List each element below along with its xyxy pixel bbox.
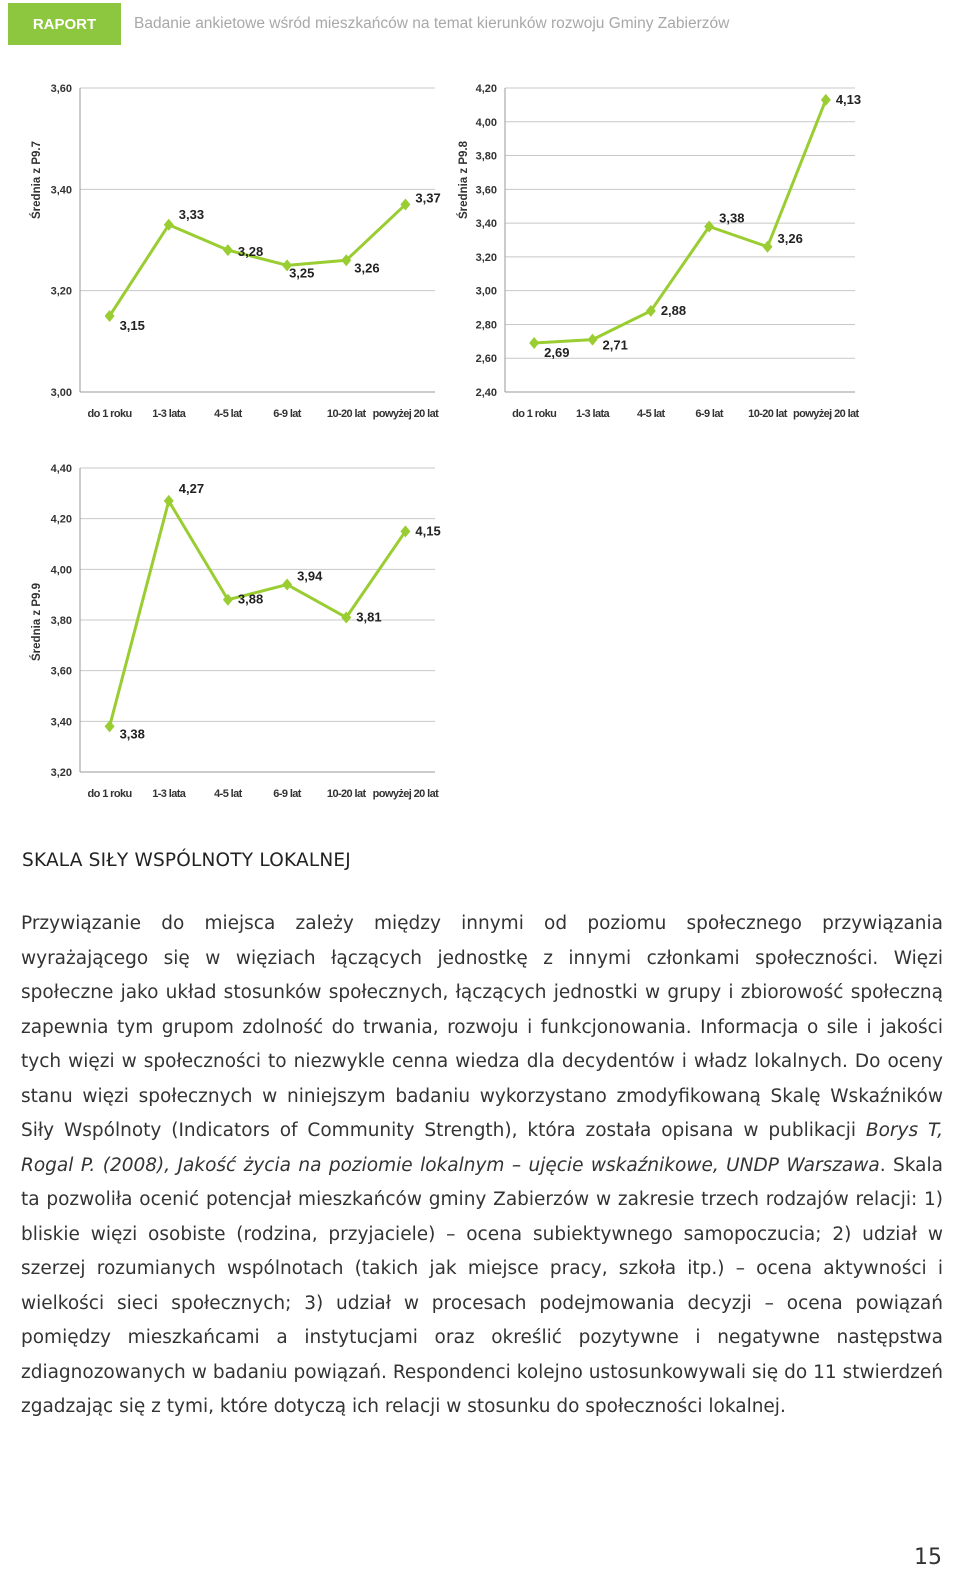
y-tick-label: 3,00 — [475, 285, 497, 298]
data-point — [105, 720, 115, 732]
x-tick-label: 6-9 lat — [273, 788, 301, 800]
page-number: 15 — [914, 1545, 942, 1570]
y-tick-label: 2,80 — [475, 319, 497, 332]
y-tick-label: 3,80 — [50, 615, 72, 627]
body-paragraph — [21, 907, 943, 1425]
x-tick-label: 4-5 lat — [637, 408, 665, 420]
x-tick-label: powyżej 20 lat — [793, 408, 859, 420]
y-tick-label: 3,80 — [475, 150, 497, 163]
y-tick-label: 3,40 — [475, 218, 497, 231]
data-label: 3,28 — [237, 244, 264, 260]
y-tick-label: 3,00 — [50, 387, 72, 399]
x-tick-label: 10-20 lat — [326, 408, 366, 420]
chart-p9-9 — [30, 452, 450, 812]
y-tick-label: 3,60 — [50, 665, 72, 678]
x-tick-label: 6-9 lat — [695, 408, 723, 420]
data-label: 3,25 — [289, 265, 315, 281]
data-label: 3,26 — [777, 230, 803, 246]
y-tick-label: 4,20 — [475, 83, 497, 95]
data-label: 3,15 — [119, 318, 145, 333]
x-tick-label: 6-9 lat — [273, 408, 301, 420]
y-tick-label: 3,20 — [50, 285, 72, 298]
data-point — [223, 244, 233, 256]
data-point — [821, 94, 831, 106]
section-heading: SKALA SIŁY WSPÓLNOTY LOKALNEJ — [22, 850, 351, 871]
report-tag: RAPORT — [8, 3, 121, 45]
data-point — [588, 334, 598, 346]
x-tick-label: 10-20 lat — [326, 788, 366, 800]
x-tick-label: powyżej 20 lat — [372, 408, 439, 420]
x-tick-label: do 1 roku — [512, 408, 557, 420]
chart-p9-7 — [30, 70, 450, 430]
data-label: 4,27 — [178, 480, 205, 496]
y-tick-label: 3,40 — [50, 184, 72, 197]
data-label: 4,13 — [835, 91, 862, 107]
chart-p9-8 — [455, 70, 875, 430]
y-tick-label: 4,20 — [50, 513, 72, 526]
y-tick-label: 3,40 — [50, 716, 72, 729]
data-label: 3,38 — [719, 210, 745, 226]
data-label: 4,15 — [415, 523, 441, 539]
y-axis-label: Średnia z P9.8 — [458, 141, 470, 219]
x-tick-label: 10-20 lat — [748, 408, 787, 420]
data-label: 2,69 — [544, 345, 570, 361]
y-tick-label: 3,60 — [50, 83, 72, 95]
y-tick-label: 4,40 — [50, 463, 72, 475]
x-tick-label: powyżej 20 lat — [372, 788, 439, 800]
x-tick-label: 4-5 lat — [214, 788, 242, 800]
y-axis-label: Średnia z P9.9 — [31, 583, 43, 661]
paragraph-text-part1: Przywiązanie do miejsca zależy między innymi od poziomu społecznego przywiązania wyrażającego się w więziach łączących jednostkę z innymi członkami społeczności. Więzi społeczne jako układ stosunków społecznych, łączących jednostki w grupy i zbiorowość społeczną zapewnia tym grupom zdolność do trwania, rozwoju i funkcjonowania. Informacja o sile i jakości tych więzi w społeczności to niezwykle cenna wiedza dla decydentów i władz lokalnych. Do oceny stanu więzi społecznych w niniejszym badaniu wykorzystano zmodyfikowaną Skalę Wskaźników Siły Wspólnoty (Indicators of Community Strength), która została opisana w publikacji — [21, 913, 943, 1141]
header-title: Badanie ankietowe wśród mieszkańców na temat kierunków rozwoju Gminy Zabierzów — [134, 15, 730, 32]
data-label: 2,71 — [602, 337, 628, 353]
data-label: 3,94 — [297, 568, 323, 584]
data-point — [282, 579, 292, 591]
x-tick-label: 1-3 lata — [152, 788, 186, 800]
page-header — [8, 3, 960, 45]
data-label: 3,88 — [237, 591, 264, 607]
y-tick-label: 4,00 — [475, 116, 497, 129]
x-tick-label: 1-3 lata — [152, 408, 186, 420]
x-tick-label: do 1 roku — [87, 788, 132, 800]
x-tick-label: 4-5 lat — [214, 408, 242, 420]
y-tick-label: 3,20 — [475, 251, 497, 264]
y-tick-label: 4,00 — [50, 564, 72, 577]
data-label: 3,26 — [354, 260, 380, 276]
y-axis-label: Średnia z P9.7 — [31, 141, 43, 219]
data-label: 2,88 — [660, 302, 687, 318]
y-tick-label: 2,40 — [475, 387, 497, 399]
y-tick-label: 3,60 — [475, 184, 497, 197]
data-label: 3,33 — [178, 206, 205, 222]
data-label: 3,37 — [415, 190, 441, 206]
y-tick-label: 3,20 — [50, 767, 72, 779]
data-label: 3,81 — [356, 609, 382, 625]
paragraph-text-part2: . Skala ta pozwoliła ocenić potencjał mieszkańców gminy Zabierzów w zakresie trzech rodzajów relacji: 1) bliskie więzi osobiste (rodzina, przyjaciele) – ocena subiektywnego samopoczucia; 2) udział w szerzej rozumianych wspólnotach (takich jak miejsce pracy, szkoła itp.) – ocena aktywności i wielkości sieci społecznych; 3) udział w procesach podejmowania decyzji – ocena powiązań pomiędzy mieszkańcami a instytucjami oraz określić pozytywne i negatywne następstwa zdiagnozowanych w badaniu powiązań. Respondenci kolejno ustosunkowywali się do 11 stwierdzeń zgadzając się z tymi, które dotyczą ich relacji w stosunku do społeczności lokalnej. — [21, 1154, 943, 1417]
x-tick-label: do 1 roku — [87, 408, 132, 420]
data-label: 3,38 — [119, 726, 145, 742]
data-point — [529, 337, 539, 349]
y-tick-label: 2,60 — [475, 353, 497, 366]
data-point — [763, 241, 773, 253]
x-tick-label: 1-3 lata — [575, 408, 610, 420]
citation: Borys T, Rogal P. (2008), Jakość życia na poziomie lokalnym – ujęcie wskaźnikowe, UNDP Warszawa — [21, 1120, 943, 1176]
